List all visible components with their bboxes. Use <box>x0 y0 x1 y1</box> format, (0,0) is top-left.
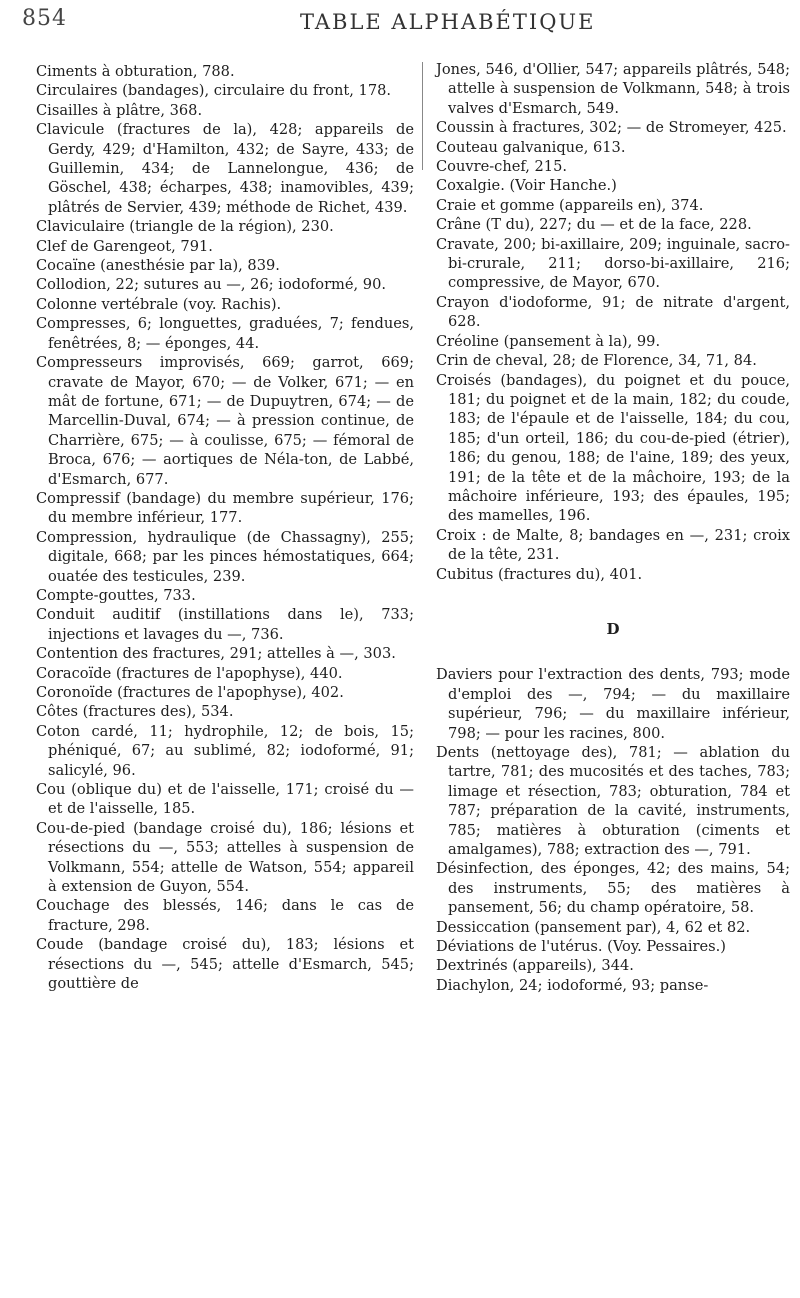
index-entry: Coracoïde (fractures de l'apophyse), 440. <box>36 664 343 682</box>
left-column <box>36 62 414 994</box>
index-entry: Crin de cheval, 28; de Florence, 34, 71, 84. <box>436 352 757 370</box>
index-entry: Couteau galvanique, 613. <box>436 138 626 156</box>
index-entry: Crayon d'iodoforme, 91; de nitrate d'argent, 628. <box>436 293 790 331</box>
index-entry: Daviers pour l'extraction des dents, 793; mode d'emploi des —, 794; — du maxillaire supérieur, 796; — du maxillaire inférieur, 798; — pour les racines, 800. <box>436 666 790 742</box>
index-entry: Dextrinés (appareils), 344. <box>436 957 634 975</box>
index-entry: Compressif (bandage) du membre supérieur, 176; du membre inférieur, 177. <box>36 489 414 527</box>
index-entry: Ciments à obturation, 788. <box>36 63 235 80</box>
index-entry: Coude (bandage croisé du), 183; lésions et résections du —, 545; attelle d'Esmarch, 545; gouttière de <box>36 936 414 993</box>
index-entry: Claviculaire (triangle de la région), 230. <box>36 218 334 236</box>
index-entry: Circulaires (bandages), circulaire du front, 178. <box>36 82 392 100</box>
index-entry: Déviations de l'utérus. (Voy. Pessaires.) <box>436 938 726 956</box>
index-entry: Compresses, 6; longuettes, graduées, 7; fendues, fenêtrées, 8; — éponges, 44. <box>36 315 414 352</box>
index-entry: Compression, hydraulique (de Chassagny), 255; digitale, 668; par les pinces hémostatiques, 664; ouatée des testicules, 239. <box>36 528 414 585</box>
index-entry: Couvre-chef, 215. <box>436 158 568 176</box>
index-entry: Coronoïde (fractures de l'apophyse), 402. <box>36 684 344 701</box>
index-entry: Couchage des blessés, 146; dans le cas de fracture, 298. <box>36 897 414 934</box>
index-entry: Dessiccation (pansement par), 4, 62 et 82. <box>436 918 751 936</box>
index-entry: Cisailles à plâtre, 368. <box>36 101 203 119</box>
index-entry: Jones, 546, d'Ollier, 547; appareils plâtrés, 548; attelle à suspension de Volkmann, 548; à trois valves d'Esmarch, 549. <box>436 61 790 117</box>
index-entry: Cravate, 200; bi-axillaire, 209; inguinale, sacro-bi-crurale, 211; dorso-bi-axillaire, 216; compressive, de Mayor, 670. <box>436 235 790 292</box>
index-entry: Clavicule (fractures de la), 428; appareils de Gerdy, 429; d'Hamilton, 432; de Sayre, 433; de Guillemin, 434; de Lannelongue, 436; de Göschel, 438; écharpes, 438; inamovibles, 439; plâtrés de Servier, 439; méthode de Richet, 439. <box>36 121 414 216</box>
column-divider <box>422 62 423 170</box>
index-entry: Dents (nettoyage des), 781; — ablation du tartre, 781; des mucosités et des taches, 783; limage et résection, 783; obturation, 784 et 787; préparation de la cavité, instruments, 785; matières à obturation (ciments et amalgames), 788; extraction des —, 791. <box>436 744 790 859</box>
index-entry: Contention des fractures, 291; attelles à —, 303. <box>36 645 396 663</box>
index-entry: Côtes (fractures des), 534. <box>36 703 234 721</box>
index-entry: Crâne (T du), 227; du — et de la face, 228. <box>436 216 752 234</box>
index-entry: Diachylon, 24; iodoformé, 93; panse- <box>436 976 709 994</box>
entries-d <box>436 665 790 995</box>
index-entry: Clef de Garengeot, 791. <box>36 237 213 255</box>
index-entry: Cou-de-pied (bandage croisé du), 186; lésions et résections du —, 553; attelles à suspension de Volkmann, 554; attelle de Watson, 554; appareil à extension de Guyon, 554. <box>36 819 414 896</box>
index-entry: Désinfection, des éponges, 42; des mains, 54; des instruments, 55; des matières à pansement, 56; du champ opératoire, 58. <box>436 860 790 917</box>
page-number: 854 <box>22 6 67 31</box>
index-entry: Craie et gomme (appareils en), 374. <box>436 196 704 214</box>
index-entry: Cou (oblique du) et de l'aisselle, 171; croisé du — et de l'aisselle, 185. <box>36 781 414 818</box>
index-entry: Conduit auditif (instillations dans le), 733; injections et lavages du —, 736. <box>36 606 414 643</box>
index-entry: Compresseurs improvisés, 669; garrot, 669; cravate de Mayor, 670; — de Volker, 671; — en mât de fortune, 671; — de Dupuytren, 674; — de Marcellin-Duval, 674; — à pression continue, de Charrière, 675; — à coulisse, 675; — fémoral de Broca, 676; — aortiques de Néla-ton, de Labbé, d'Esmarch, 677. <box>36 354 414 488</box>
index-entry: Croisés (bandages), du poignet et du pouce, 181; du poignet et de la main, 182; du coude, 183; de l'épaule et de l'aisselle, 184; du cou, 185; d'un orteil, 186; du cou-de-pied (étrier), 186; du genou, 188; de l'aine, 189; des yeux, 191; de la tête et de la mâchoire, 193; de la mâchoire inférieure, 193; des épaules, 195; des mamelles, 196. <box>436 371 790 525</box>
right-column <box>436 60 790 995</box>
index-entry: Coxalgie. (Voir Hanche.) <box>436 177 617 195</box>
running-head: TABLE ALPHABÉTIQUE <box>300 10 596 34</box>
section-letter-d: D <box>606 619 620 638</box>
index-entry: Cocaïne (anesthésie par la), 839. <box>36 257 280 275</box>
index-entry: Coussin à fractures, 302; — de Stromeyer, 425. <box>436 119 787 137</box>
index-entry: Colonne vertébrale (voy. Rachis). <box>36 295 282 313</box>
index-entry: Créoline (pansement à la), 99. <box>436 332 661 350</box>
index-entry: Compte-gouttes, 733. <box>36 586 196 604</box>
index-entry: Cubitus (fractures du), 401. <box>436 565 643 583</box>
index-entry: Coton cardé, 11; hydrophile, 12; de bois, 15; phéniqué, 67; au sublimé, 82; iodoformé, 91; salicylé, 96. <box>36 722 414 779</box>
index-entry: Croix : de Malte, 8; bandages en —, 231; croix de la tête, 231. <box>436 526 790 564</box>
entries-c-continued <box>436 60 790 584</box>
index-entry: Collodion, 22; sutures au —, 26; iodoformé, 90. <box>36 276 387 294</box>
